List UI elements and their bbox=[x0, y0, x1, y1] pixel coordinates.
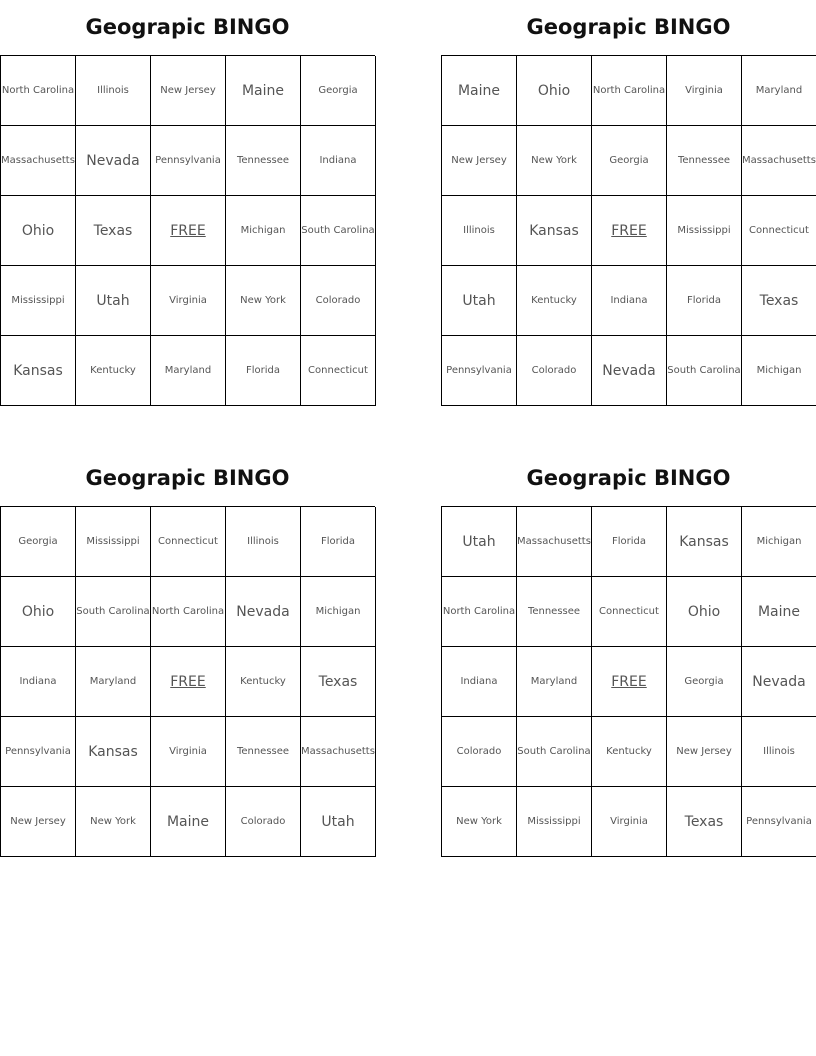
bingo-cell: North Carolina bbox=[151, 577, 226, 647]
bingo-cell: Illinois bbox=[442, 196, 517, 266]
bingo-grid bbox=[441, 55, 816, 406]
bingo-cell: Georgia bbox=[1, 507, 76, 577]
bingo-cell: New York bbox=[76, 787, 151, 857]
bingo-cell: Utah bbox=[442, 266, 517, 336]
bingo-cell: Texas bbox=[76, 196, 151, 266]
bingo-cell: Ohio bbox=[1, 196, 76, 266]
bingo-cell: Pennsylvania bbox=[442, 336, 517, 406]
bingo-cell: Kentucky bbox=[592, 717, 667, 787]
bingo-cell: North Carolina bbox=[442, 577, 517, 647]
bingo-cell: South Carolina bbox=[517, 717, 592, 787]
bingo-cell: Georgia bbox=[301, 56, 376, 126]
bingo-cell: Kansas bbox=[76, 717, 151, 787]
bingo-cell: Kentucky bbox=[226, 647, 301, 717]
bingo-cell: New York bbox=[517, 126, 592, 196]
bingo-cell: Massachusetts bbox=[301, 717, 376, 787]
bingo-cell: Kansas bbox=[667, 507, 742, 577]
card-title: Geograpic BINGO bbox=[526, 466, 731, 490]
bingo-cell: North Carolina bbox=[592, 56, 667, 126]
bingo-cell: Michigan bbox=[742, 336, 816, 406]
bingo-cell: Massachusetts bbox=[517, 507, 592, 577]
bingo-cell: Utah bbox=[442, 507, 517, 577]
bingo-cell: New Jersey bbox=[667, 717, 742, 787]
bingo-cell: Tennessee bbox=[667, 126, 742, 196]
card-title: Geograpic BINGO bbox=[526, 15, 731, 39]
bingo-cell: Virginia bbox=[592, 787, 667, 857]
bingo-cell: Connecticut bbox=[742, 196, 816, 266]
bingo-cell: Maryland bbox=[742, 56, 816, 126]
bingo-cell: Massachusetts bbox=[742, 126, 816, 196]
bingo-cell: Michigan bbox=[742, 507, 816, 577]
bingo-cell: Nevada bbox=[742, 647, 816, 717]
bingo-cell: North Carolina bbox=[1, 56, 76, 126]
bingo-cell: Nevada bbox=[226, 577, 301, 647]
bingo-cell: Virginia bbox=[151, 717, 226, 787]
bingo-cell: Kentucky bbox=[76, 336, 151, 406]
bingo-card-3 bbox=[0, 451, 375, 857]
bingo-cell: Tennessee bbox=[517, 577, 592, 647]
bingo-cell: South Carolina bbox=[76, 577, 151, 647]
bingo-cell: Texas bbox=[301, 647, 376, 717]
bingo-cell: Georgia bbox=[667, 647, 742, 717]
free-space-cell: FREE bbox=[151, 196, 226, 266]
bingo-cell: Illinois bbox=[226, 507, 301, 577]
bingo-cell: Connecticut bbox=[592, 577, 667, 647]
card-title: Geograpic BINGO bbox=[85, 15, 290, 39]
bingo-cell: Florida bbox=[592, 507, 667, 577]
bingo-cell: Maryland bbox=[151, 336, 226, 406]
bingo-cell: Maine bbox=[742, 577, 816, 647]
bingo-cell: Tennessee bbox=[226, 126, 301, 196]
bingo-cell: Utah bbox=[301, 787, 376, 857]
bingo-cell: Colorado bbox=[301, 266, 376, 336]
bingo-card-1 bbox=[0, 0, 375, 406]
bingo-cell: New York bbox=[226, 266, 301, 336]
bingo-cell: Ohio bbox=[1, 577, 76, 647]
bingo-cell: Colorado bbox=[226, 787, 301, 857]
free-space-cell: FREE bbox=[592, 196, 667, 266]
bingo-cell: South Carolina bbox=[667, 336, 742, 406]
bingo-cell: New Jersey bbox=[442, 126, 517, 196]
bingo-cell: Texas bbox=[667, 787, 742, 857]
bingo-cell: Virginia bbox=[151, 266, 226, 336]
bingo-cell: Indiana bbox=[1, 647, 76, 717]
bingo-cell: Illinois bbox=[76, 56, 151, 126]
bingo-cell: Ohio bbox=[667, 577, 742, 647]
bingo-cell: Maine bbox=[151, 787, 226, 857]
bingo-grid bbox=[0, 506, 375, 857]
bingo-cell: Indiana bbox=[442, 647, 517, 717]
bingo-cell: Mississippi bbox=[517, 787, 592, 857]
bingo-cell: Maine bbox=[442, 56, 517, 126]
bingo-cell: Colorado bbox=[517, 336, 592, 406]
bingo-cell: Connecticut bbox=[301, 336, 376, 406]
bingo-card-4 bbox=[441, 451, 816, 857]
bingo-cell: Florida bbox=[667, 266, 742, 336]
bingo-cell: Pennsylvania bbox=[1, 717, 76, 787]
bingo-cell: Kansas bbox=[517, 196, 592, 266]
bingo-grid bbox=[0, 55, 375, 406]
bingo-cell: South Carolina bbox=[301, 196, 376, 266]
bingo-cell: Colorado bbox=[442, 717, 517, 787]
bingo-cell: Tennessee bbox=[226, 717, 301, 787]
bingo-cell: Maine bbox=[226, 56, 301, 126]
bingo-cell: Florida bbox=[226, 336, 301, 406]
bingo-cell: New Jersey bbox=[151, 56, 226, 126]
bingo-cell: Mississippi bbox=[76, 507, 151, 577]
bingo-cell: Virginia bbox=[667, 56, 742, 126]
card-title: Geograpic BINGO bbox=[85, 466, 290, 490]
bingo-grid bbox=[441, 506, 816, 857]
bingo-cell: Michigan bbox=[226, 196, 301, 266]
free-space-cell: FREE bbox=[151, 647, 226, 717]
bingo-cell: Illinois bbox=[742, 717, 816, 787]
free-space-cell: FREE bbox=[592, 647, 667, 717]
bingo-cell: Mississippi bbox=[1, 266, 76, 336]
bingo-cell: Indiana bbox=[592, 266, 667, 336]
bingo-cell: Georgia bbox=[592, 126, 667, 196]
bingo-cell: Connecticut bbox=[151, 507, 226, 577]
bingo-cell: Kansas bbox=[1, 336, 76, 406]
bingo-cell: Pennsylvania bbox=[742, 787, 816, 857]
bingo-cell: Massachusetts bbox=[1, 126, 76, 196]
bingo-cell: New Jersey bbox=[1, 787, 76, 857]
bingo-cell: Maryland bbox=[517, 647, 592, 717]
bingo-cell: Nevada bbox=[76, 126, 151, 196]
bingo-cell: Utah bbox=[76, 266, 151, 336]
bingo-cell: New York bbox=[442, 787, 517, 857]
bingo-cell: Maryland bbox=[76, 647, 151, 717]
bingo-cell: Indiana bbox=[301, 126, 376, 196]
bingo-cell: Florida bbox=[301, 507, 376, 577]
bingo-cell: Texas bbox=[742, 266, 816, 336]
bingo-cell: Michigan bbox=[301, 577, 376, 647]
bingo-cell: Nevada bbox=[592, 336, 667, 406]
bingo-cell: Kentucky bbox=[517, 266, 592, 336]
bingo-cell: Pennsylvania bbox=[151, 126, 226, 196]
bingo-card-2 bbox=[441, 0, 816, 406]
bingo-cell: Mississippi bbox=[667, 196, 742, 266]
bingo-cell: Ohio bbox=[517, 56, 592, 126]
